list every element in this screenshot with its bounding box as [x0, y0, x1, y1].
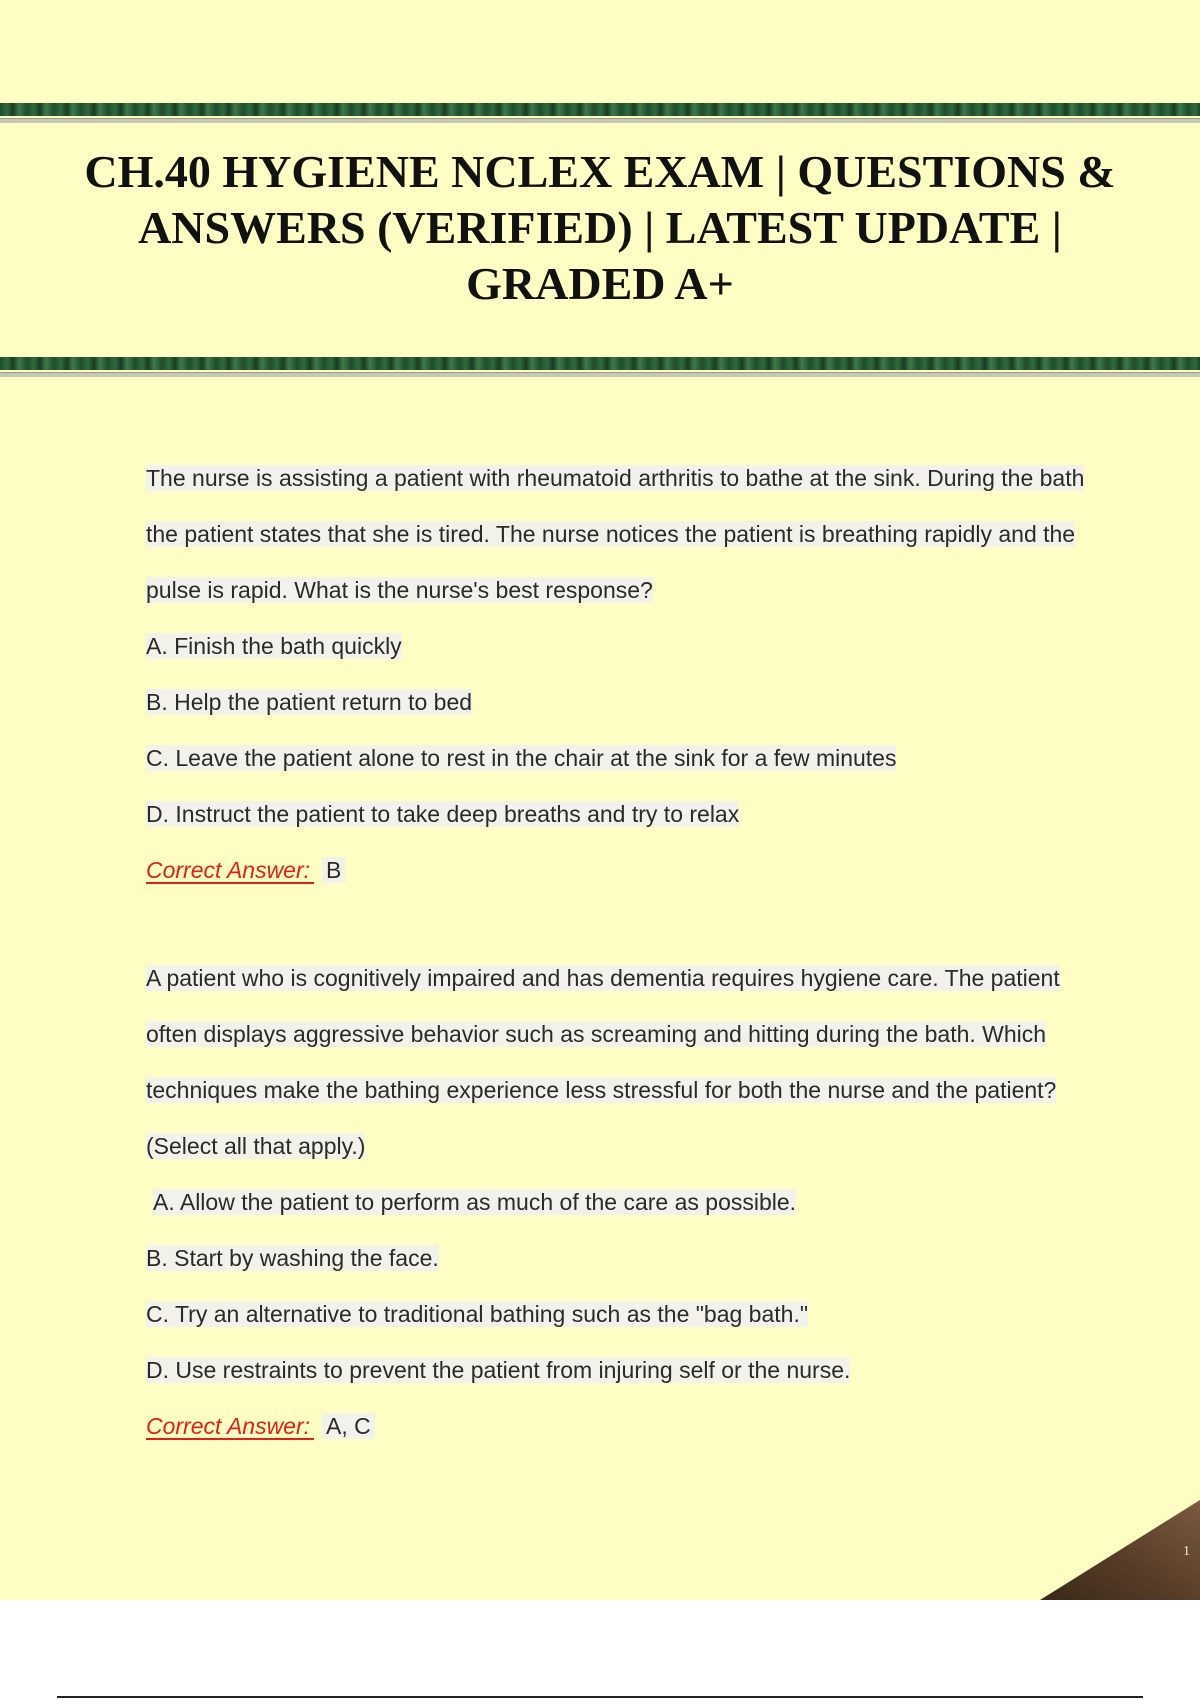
option-b-text: B. Help the patient return to bed: [146, 689, 473, 715]
correct-answer-value: A, C: [322, 1413, 375, 1439]
question-text: [146, 950, 1106, 1174]
option-c-text: C. Leave the patient alone to rest in the chair at the sink for a few minutes: [146, 745, 897, 771]
option-d: [146, 786, 1106, 842]
option-list: [146, 1174, 1106, 1398]
page-corner-decoration: [1040, 1500, 1200, 1600]
question-text: [146, 450, 1106, 618]
option-c-text: C. Try an alternative to traditional bathing such as the "bag bath.": [146, 1301, 809, 1327]
option-d: [146, 1342, 1106, 1398]
header-band-bottom: [0, 357, 1200, 370]
option-list: [146, 618, 1106, 842]
correct-answer-value: B: [322, 857, 345, 883]
header-band-top: [0, 103, 1200, 116]
option-d-text: D. Instruct the patient to take deep breaths and try to relax: [146, 801, 740, 827]
document-title: CH.40 HYGIENE NCLEX EXAM | QUESTIONS & ANSWERS (VERIFIED) | LATEST UPDATE | GRADED A+: [84, 146, 1116, 309]
option-c: [146, 1286, 1106, 1342]
correct-answer-label: Correct Answer:: [146, 1414, 314, 1440]
correct-answer: [146, 842, 1106, 898]
correct-answer-label: Correct Answer:: [146, 858, 314, 884]
question-text-value: The nurse is assisting a patient with rheumatoid arthritis to bathe at the sink. During the bath the patient states that she is tired. The nurse notices the patient is breathing rapidly and the pulse is rapid. What is the nurse's best response?: [146, 465, 1085, 603]
option-c: [146, 730, 1106, 786]
page-number: 1: [1183, 1544, 1190, 1559]
correct-answer: [146, 1398, 1106, 1454]
option-b-text: B. Start by washing the face.: [146, 1245, 439, 1271]
option-d-text: D. Use restraints to prevent the patient from injuring self or the nurse.: [146, 1357, 851, 1383]
option-a: [146, 1174, 1106, 1230]
option-b: [146, 1230, 1106, 1286]
question-text-value: A patient who is cognitively impaired and has dementia requires hygiene care. The patient often displays aggressive behavior such as screaming and hitting during the bath. Which techniques make the bathing experience less stressful for both the nurse and the patient? (Select all that apply.): [146, 965, 1060, 1159]
option-a: [146, 618, 1106, 674]
option-b: [146, 674, 1106, 730]
footer-rule: [57, 1696, 1143, 1698]
question-block-2: [146, 950, 1106, 1454]
option-a-text: A. Finish the bath quickly: [146, 633, 402, 659]
option-a-text: A. Allow the patient to perform as much of the care as possible.: [153, 1189, 797, 1215]
question-block-1: [146, 450, 1106, 898]
